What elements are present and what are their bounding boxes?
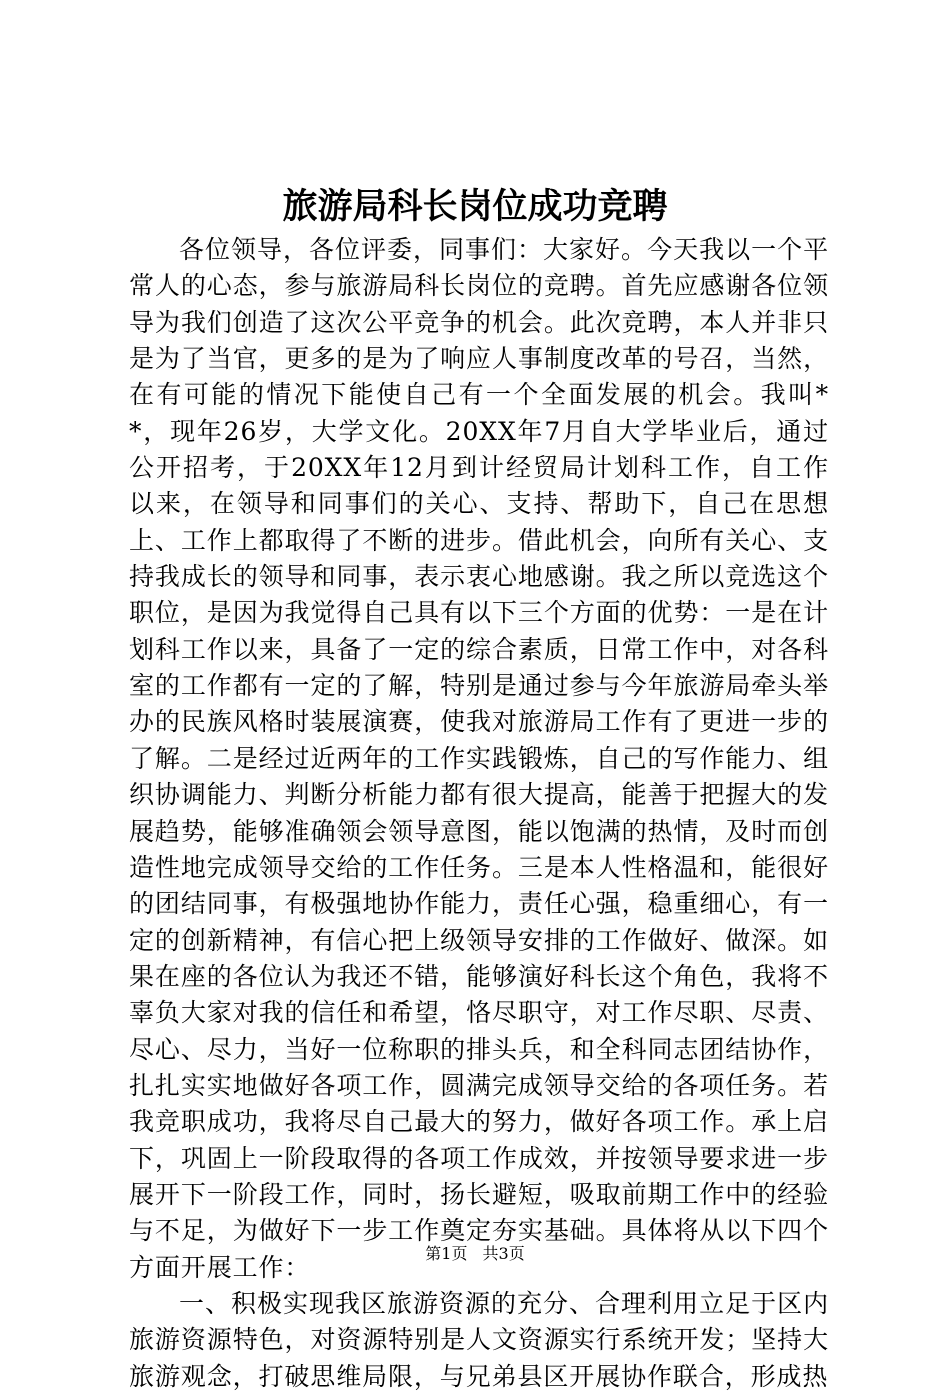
page-number-current: 第1页 — [425, 1244, 468, 1263]
page-number-total: 共3页 — [482, 1244, 525, 1263]
document-body — [129, 232, 829, 1395]
paragraph-section-one: 一、积极实现我区旅游资源的充分、合理利用立足于区内旅游资源特色，对资源特别是人文资源实行系统开发；坚持大旅游观念，打破思维局限，与兄弟县区开展协作联合，形成热 — [129, 1288, 829, 1391]
document-title: 旅游局科长岗位成功竞聘 — [282, 186, 668, 227]
page-footer — [0, 1243, 950, 1265]
paragraph-intro: 各位领导，各位评委，同事们：大家好。今天我以一个平常人的心态，参与旅游局科长岗位的竞聘。首先应感谢各位领导为我们创造了这次公平竞争的机会。此次竞聘，本人并非只是为了当官，更多的是为了响应人事制度改革的号召，当然，在有可能的情况下能使自己有一个全面发展的机会。我叫**，现年26岁，大学文化。20XX年7月自大学毕业后，通过公开招考，于20XX年12月到计经贸局计划科工作，自工作以来，在领导和同事们的关心、支持、帮助下，自己在思想上、工作上都取得了不断的进步。借此机会，向所有关心、支持我成长的领导和同事，表示衷心地感谢。我之所以竞选这个职位，是因为我觉得自己具有以下三个方面的优势：一是在计划科工作以来，具备了一定的综合素质，日常工作中，对各科室的工作都有一定的了解，特别是通过参与今年旅游局牵头举办的民族风格时装展演赛，使我对旅游局工作有了更进一步的了解。二是经过近两年的工作实践锻炼，自己的写作能力、组织协调能力、判断分析能力都有很大提高，能善于把握大的发展趋势，能够准确领会领导意图，能以饱满的热情，及时而创造性地完成领导交给的工作任务。三是本人性格温和，能很好的团结同事，有极强地协作能力，责任心强，稳重细心，有一定的创新精神，有信心把上级领导安排的工作做好、做深。如果在座的各位认为我还不错，能够演好科长这个角色，我将不辜负大家对我的信任和希望，恪尽职守，对工作尽职、尽责、尽心、尽力，当好一位称职的排头兵，和全科同志团结协作，扎扎实实地做好各项工作，圆满完成领导交给的各项任务。若我竞职成功，我将尽自己最大的努力，做好各项工作。承上启下，巩固上一阶段取得的各项工作成效，并按领导要求进一步展开下一阶段工作，同时，扬长避短，吸取前期工作中的经验与不足，为做好下一步工作奠定夯实基础。具体将从以下四个方面开展工作： — [129, 235, 829, 1282]
